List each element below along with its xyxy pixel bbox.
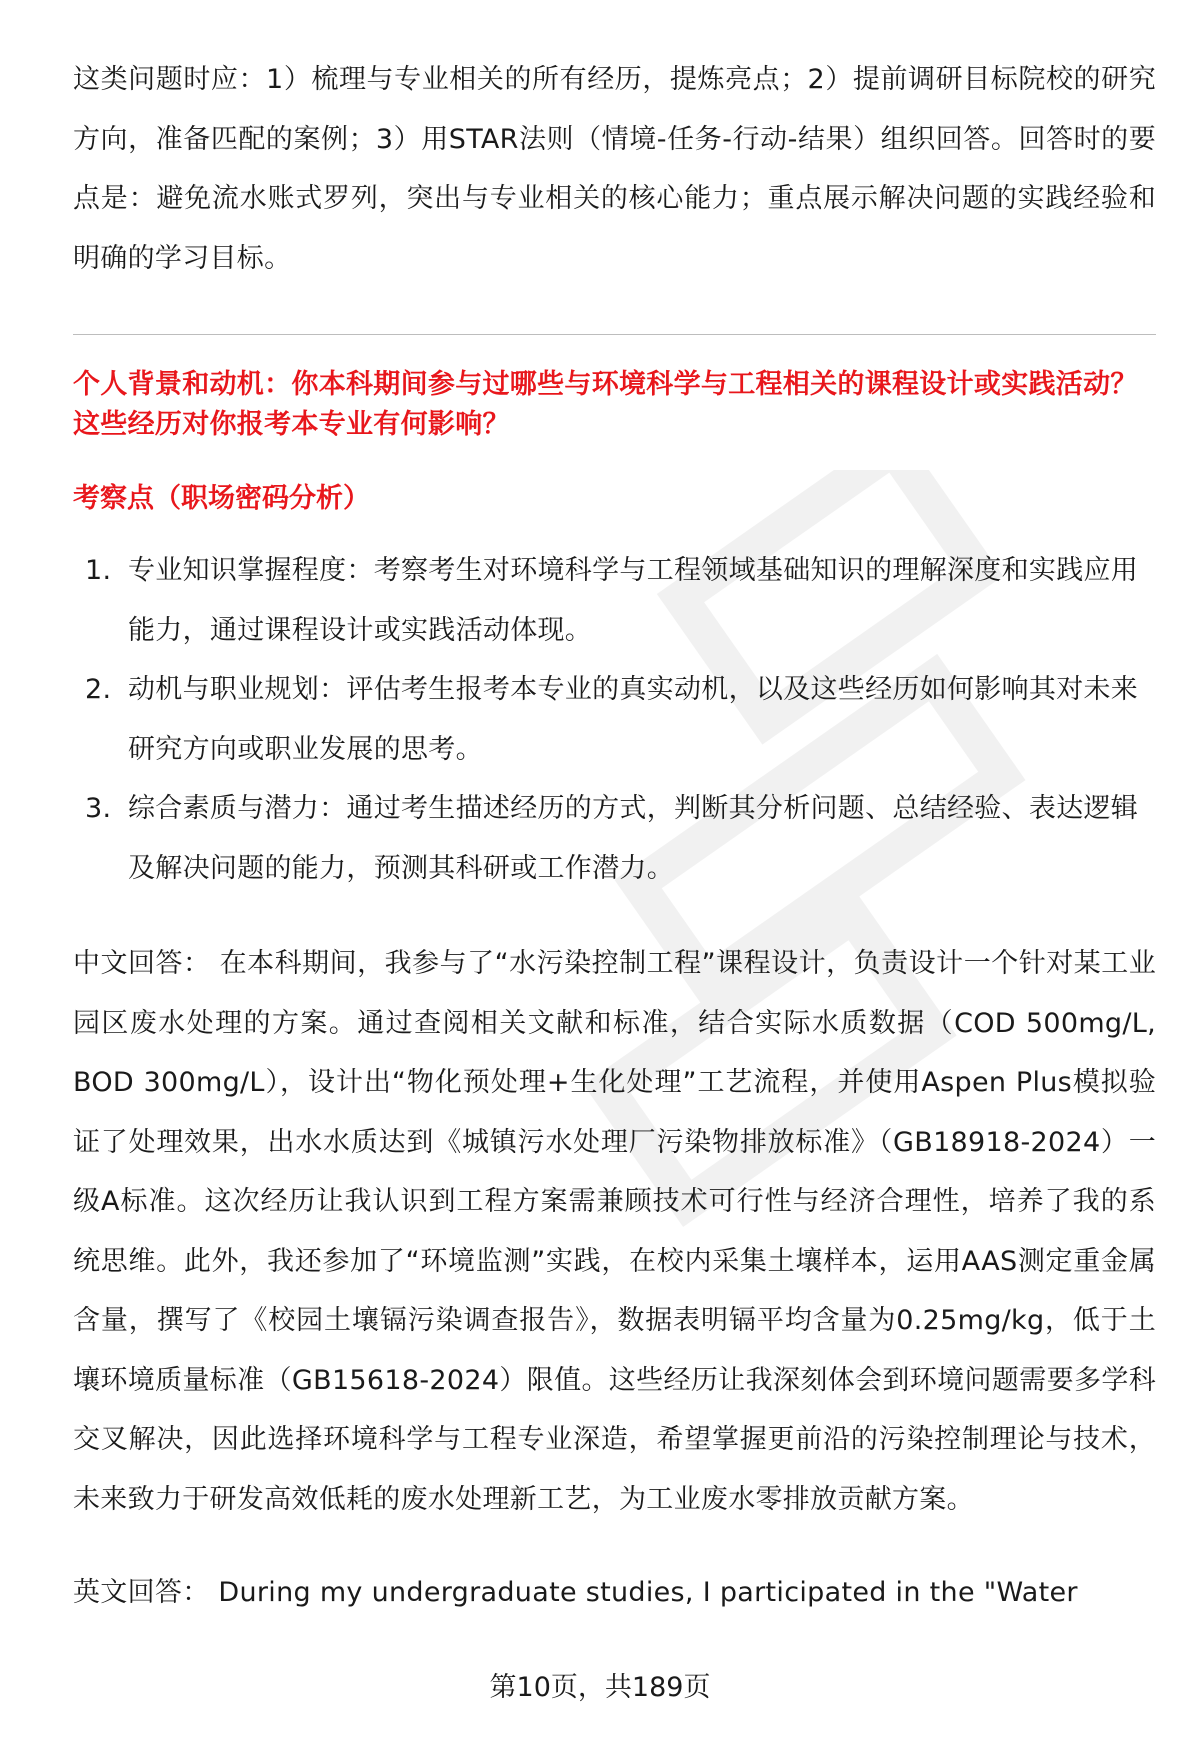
chinese-answer-text: 在本科期间，我参与了“水污染控制工程”课程设计，负责设计一个针对某工业园区废水处理的方案。通过查阅相关文献和标准，结合实际水质数据（COD 500mg/L, BOD 300mg/L），设计出“物化预处理+生化处理”工艺流程，并使用Aspen Plus模拟验证了处理效果，出水水质达到《城镇污水处理厂污染物排放标准》（GB18918-2024）一级A标准。这次经历让我认识到工程方案需兼顾技术可行性与经济合理性，培养了我的系统思维。此外，我还参加了“环境监测”实践，在校内采集土壤样本，运用AAS测定重金属含量，撰写了《校园土壤镉污染调查报告》，数据表明镉平均含量为0.25mg/kg，低于土壤环境质量标准（GB15618-2024）限值。这些经历让我深刻体会到环境问题需要多学科交叉解决，因此选择环境科学与工程专业深造，希望掌握更前沿的污染控制理论与技术，未来致力于研发高效低耗的废水处理新工艺，为工业废水零排放贡献方案。 (73, 948, 1157, 1515)
analysis-heading: 考察点（职场密码分析） (73, 483, 370, 514)
list-item (73, 541, 1156, 660)
english-answer-label: 英文回答： (73, 1577, 210, 1608)
chinese-answer-label: 中文回答： (73, 948, 211, 979)
list-item-text: 综合素质与潜力：通过考生描述经历的方式，判断其分析问题、总结经验、表达逻辑及解决问题的能力，预测其科研或工作潜力。 (128, 793, 1139, 884)
english-answer (73, 1563, 1156, 1623)
page-footer: 第10页，共189页 (489, 1672, 711, 1703)
section-divider (73, 334, 1156, 335)
document-page (73, 50, 1156, 1623)
list-item-text: 专业知识掌握程度：考察考生对环境科学与工程领域基础知识的理解深度和实践应用能力，通过课程设计或实践活动体现。 (128, 555, 1139, 646)
list-item-number: 2. (85, 674, 112, 705)
intro-paragraph: 这类问题时应：1）梳理与专业相关的所有经历，提炼亮点；2）提前调研目标院校的研究方向，准备匹配的案例；3）用STAR法则（情境-任务-行动-结果）组织回答。回答时的要点是：避免流水账式罗列，突出与专业相关的核心能力；重点展示解决问题的实践经验和明确的学习目标。 (73, 64, 1156, 274)
analysis-points-list (73, 541, 1156, 898)
list-item-text: 动机与职业规划：评估考生报考本专业的真实动机，以及这些经历如何影响其对未来研究方向或职业发展的思考。 (128, 674, 1139, 765)
question-heading: 个人背景和动机：你本科期间参与过哪些与环境科学与工程相关的课程设计或实践活动？这些经历对你报考本专业有何影响？ (73, 369, 1138, 440)
list-item-number: 1. (85, 555, 112, 586)
chinese-answer (73, 934, 1156, 1529)
english-answer-text: During my undergraduate studies, I participated in the "Water (209, 1577, 1078, 1608)
list-item (73, 660, 1156, 779)
list-item-number: 3. (85, 793, 112, 824)
list-item (73, 779, 1156, 898)
